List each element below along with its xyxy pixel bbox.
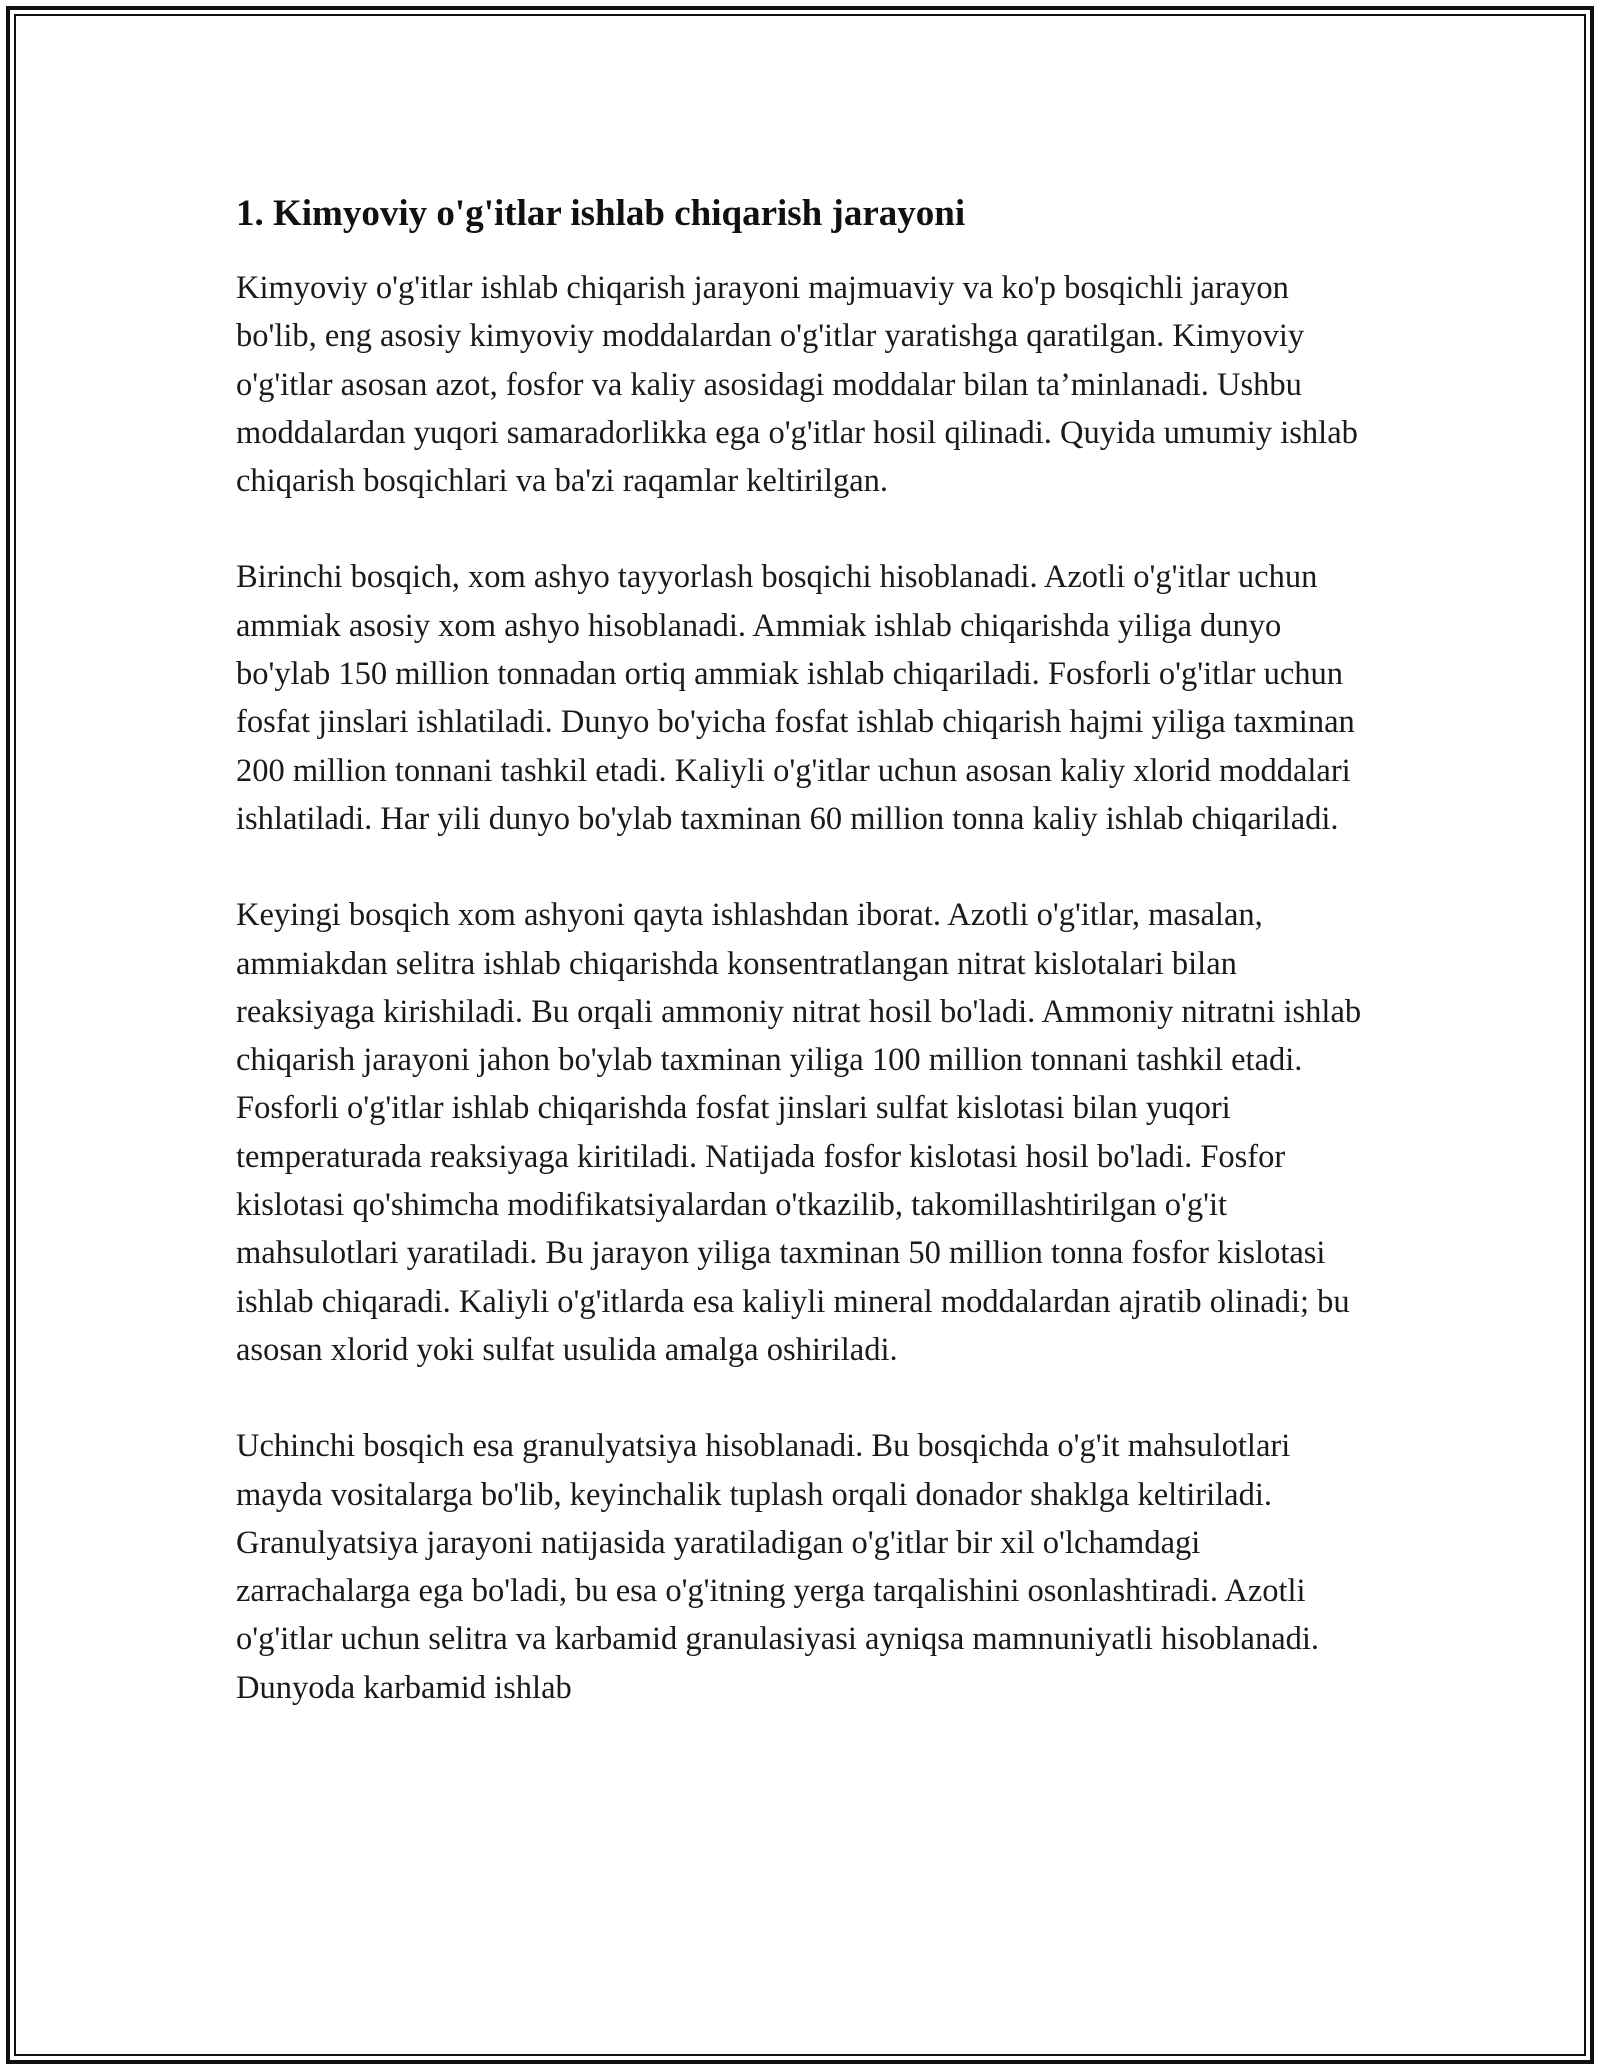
paragraph-processing: Keyingi bosqich xom ashyoni qayta ishlashdan iborat. Azotli o'g'itlar, masalan, ammiakdan selitra ishlab chiqarishda konsentratlangan nitrat kislotalari bilan reaksiyaga kirishiladi. Bu orqali ammoniy nitrat hosil bo'ladi. Ammoniy nitratni ishlab chiqarish jarayoni jahon bo'ylab taxminan yiliga 100 million tonnani tashkil etadi. Fosforli o'g'itlar ishlab chiqarishda fosfat jinslari sulfat kislotasi bilan yuqori temperaturada reaksiyaga kiritiladi. Natijada fosfor kislotasi hosil bo'ladi. Fosfor kislotasi qo'shimcha modifikatsiyalardan o'tkazilib, takomillashtirilgan o'g'it mahsulotlari yaratiladi. Bu jarayon yiliga taxminan 50 million tonna fosfor kislotasi ishlab chiqaradi. Kaliyli o'g'itlarda esa kaliyli mineral moddalardan ajratib olinadi; bu asosan xlorid yoki sulfat usulida amalga oshiriladi. bbox=[236, 897, 1362, 1368]
paragraph-intro: Kimyoviy o'g'itlar ishlab chiqarish jarayoni majmuaviy va ko'p bosqichli jarayon bo'lib, eng asosiy kimyoviy moddalardan o'g'itlar yaratishga qaratilgan. Kimyoviy o'g'itlar asosan azot, fosfor va kaliy asosidagi moddalar bilan ta’minlanadi. Ushbu moddalardan yuqori samaradorlikka ega o'g'itlar hosil qilinadi. Quyida umumiy ishlab chiqarish bosqichlari va ba'zi raqamlar keltirilgan. bbox=[236, 270, 1358, 500]
document-body bbox=[236, 186, 1376, 1760]
section-heading: 1. Kimyoviy o'g'itlar ishlab chiqarish jarayoni bbox=[236, 193, 966, 234]
paragraph-granulation: Uchinchi bosqich esa granulyatsiya hisoblanadi. Bu bosqichda o'g'it mahsulotlari mayda vositalarga bo'lib, keyinchalik tuplash orqali donador shaklga keltiriladi. Granulyatsiya jarayoni natijasida yaratiladigan o'g'itlar bir xil o'lchamdagi zarrachalarga ega bo'ladi, bu esa o'g'itning yerga tarqalishini osonlashtiradi. Azotli o'g'itlar uchun selitra va karbamid granulasiyasi ayniqsa mamnuniyatli hisoblanadi. Dunyoda karbamid ishlab bbox=[236, 1428, 1320, 1706]
paragraph-raw-materials: Birinchi bosqich, xom ashyo tayyorlash bosqichi hisoblanadi. Azotli o'g'itlar uchun ammiak asosiy xom ashyo hisoblanadi. Ammiak ishlab chiqarishda yiliga dunyo bo'ylab 150 million tonnadan ortiq ammiak ishlab chiqariladi. Fosforli o'g'itlar uchun fosfat jinslari ishlatiladi. Dunyo bo'yicha fosfat ishlab chiqarish hajmi yiliga taxminan 200 million tonnani tashkil etadi. Kaliyli o'g'itlar uchun asosan kaliy xlorid moddalari ishlatiladi. Har yili dunyo bo'ylab taxminan 60 million tonna kaliy ishlab chiqariladi. bbox=[236, 559, 1355, 837]
